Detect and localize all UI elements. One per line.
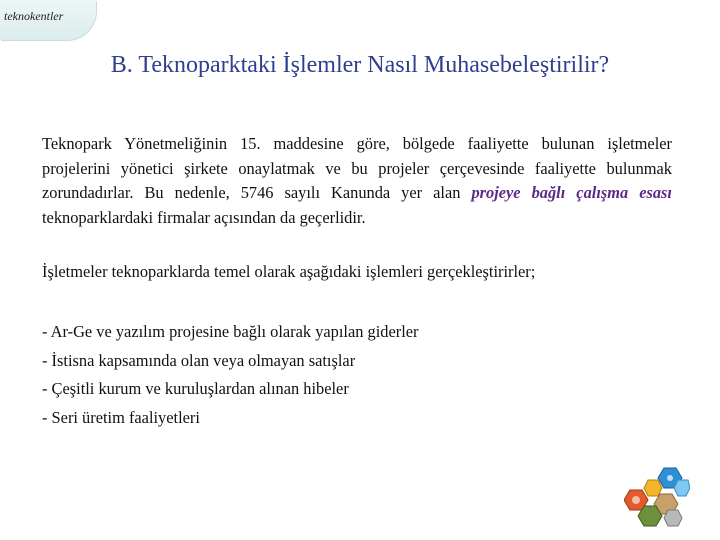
list-item: - Ar-Ge ve yazılım projesine bağlı olarak yapılan giderler (42, 322, 419, 341)
brand-tab (0, 0, 96, 40)
list-item: - Çeşitli kurum ve kuruluşlardan alınan hibeler (42, 379, 349, 399)
intro-paragraph (42, 132, 672, 230)
list-item: - Seri üretim faaliyetleri (42, 407, 200, 427)
intro-text-after: teknoparklardaki firmalar açısından da geçerlidir. (42, 207, 366, 227)
slide-title: B. Teknoparktaki İşlemler Nasıl Muhasebeleştirilir? (110, 52, 610, 78)
brand-label: teknokentler (4, 9, 64, 23)
intro-emphasis: projeye bağlı çalışma esası (471, 183, 672, 202)
list-item: - İstisna kapsamında olan veya olmayan satışlar (42, 350, 356, 370)
lead-sentence: İşletmeler teknoparklarda temel olarak aşağıdaki işlemleri gerçekleştirirler; (42, 262, 536, 281)
transaction-list (42, 318, 682, 432)
hexagon-cluster-logo (624, 466, 690, 528)
intro-text-before: Teknopark Yönetmeliğinin 15. maddesine göre, bölgede faaliyette bulunan işletmeler projelerini yönetici şirkete onaylatmak ve bu projeler çerçevesinde faaliyette bulunmak zorundadırlar. Bu nedenle, 5746 sayılı Kanunda yer alan (42, 134, 672, 202)
